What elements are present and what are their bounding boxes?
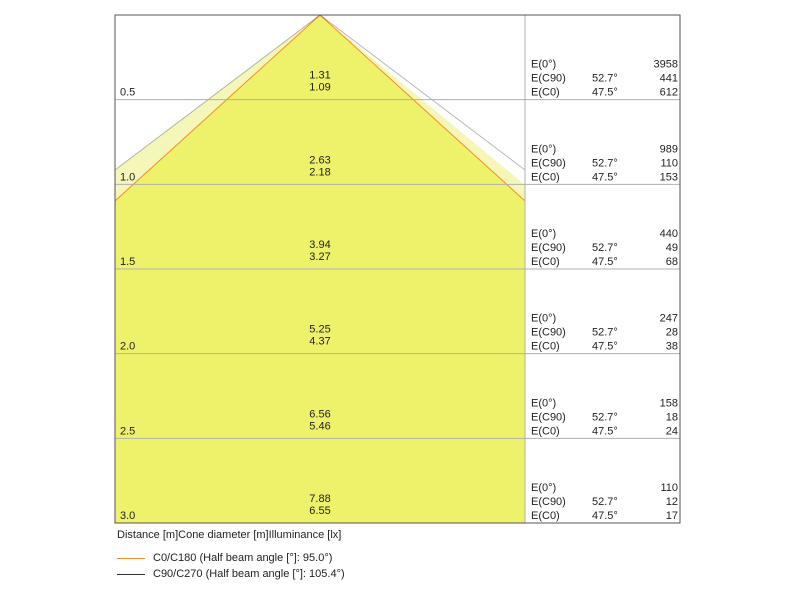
cone-diameter-c0: 2.18: [309, 166, 331, 179]
legend-item-c90: [117, 566, 345, 582]
illuminance-value: 441: [659, 72, 678, 85]
cone-diameter-c90: 7.88: [309, 493, 331, 506]
illuminance-value: 989: [659, 143, 678, 156]
illuminance-label: E(C0): [531, 425, 560, 438]
cone-diameter-c90: 1.31: [309, 69, 331, 82]
distance-label: 3.0: [120, 510, 136, 523]
illuminance-value: 28: [665, 326, 678, 339]
illuminance-label: E(0°): [531, 228, 557, 241]
beam-angle-value: 47.5°: [592, 256, 618, 269]
cone-diameter-c0: 6.55: [309, 505, 331, 518]
illuminance-label: E(C90): [531, 411, 566, 424]
illuminance-value: 247: [659, 312, 678, 325]
illuminance-value: 110: [660, 157, 678, 170]
illuminance-label: E(C90): [531, 496, 566, 509]
illuminance-value: 38: [665, 340, 678, 353]
beam-angle-value: 52.7°: [592, 411, 618, 424]
beam-angle-value: 47.5°: [592, 171, 618, 184]
illuminance-value: 24: [665, 425, 678, 438]
illuminance-label: E(C0): [531, 340, 560, 353]
distance-label: 2.5: [120, 425, 136, 438]
cone-diameter-c0: 3.27: [309, 251, 331, 264]
cone-diameter-c90: 5.25: [309, 323, 331, 336]
distance-label: 2.0: [120, 340, 136, 353]
beam-angle-value: 47.5°: [592, 340, 618, 353]
illuminance-label: E(C0): [531, 510, 560, 523]
cone-diameter-c90: 3.94: [309, 239, 331, 252]
illuminance-label: E(0°): [531, 397, 557, 410]
illuminance-value: 612: [659, 86, 678, 99]
beam-angle-value: 52.7°: [592, 72, 618, 85]
illuminance-value: 3958: [653, 58, 678, 71]
illuminance-value: 17: [665, 510, 678, 523]
cone-diameter-c0: 5.46: [309, 420, 331, 433]
illuminance-label: E(C90): [531, 157, 566, 170]
cone-diameter-c0: 1.09: [309, 81, 331, 94]
beam-angle-value: 52.7°: [592, 242, 618, 255]
distance-label: 1.5: [120, 256, 136, 269]
illuminance-value: 110: [660, 482, 678, 495]
illuminance-value: 440: [659, 228, 678, 241]
beam-angle-value: 52.7°: [592, 157, 618, 170]
beam-angle-value: 47.5°: [592, 86, 618, 99]
illuminance-label: E(C0): [531, 256, 560, 269]
legend-item-c0: [117, 550, 345, 566]
legend-label-c0: C0/C180 (Half beam angle [°]: 95.0°): [153, 552, 333, 564]
illuminance-label: E(C90): [531, 72, 566, 85]
illuminance-value: 153: [659, 171, 678, 184]
distance-label: 0.5: [120, 86, 136, 99]
illuminance-value: 18: [665, 411, 678, 424]
illuminance-label: E(C90): [531, 326, 566, 339]
beam-angle-value: 52.7°: [592, 326, 618, 339]
beam-angle-value: 47.5°: [592, 425, 618, 438]
illuminance-label: E(0°): [531, 58, 557, 71]
legend: [117, 550, 345, 582]
legend-line-c0: [117, 558, 145, 559]
legend-label-c90: C90/C270 (Half beam angle [°]: 105.4°): [153, 568, 345, 580]
illuminance-value: 68: [665, 256, 678, 269]
illuminance-value: 12: [665, 496, 678, 509]
illuminance-label: E(0°): [531, 143, 557, 156]
legend-line-c90: [117, 574, 145, 575]
illuminance-label: E(0°): [531, 312, 557, 325]
distance-label: 1.0: [120, 171, 136, 184]
illuminance-label: E(C0): [531, 171, 560, 184]
cone-diameter-c90: 2.63: [309, 154, 331, 167]
axis-caption: Distance [m]Cone diameter [m]Illuminance [lx]: [117, 529, 342, 541]
illuminance-label: E(C90): [531, 242, 566, 255]
illuminance-label: E(C0): [531, 86, 560, 99]
illuminance-value: 158: [659, 397, 678, 410]
illuminance-label: E(0°): [531, 482, 557, 495]
cone-diameter-c90: 6.56: [309, 408, 331, 421]
cone-diameter-c0: 4.37: [309, 335, 331, 348]
beam-angle-value: 52.7°: [592, 496, 618, 509]
illuminance-value: 49: [665, 242, 678, 255]
beam-angle-value: 47.5°: [592, 510, 618, 523]
